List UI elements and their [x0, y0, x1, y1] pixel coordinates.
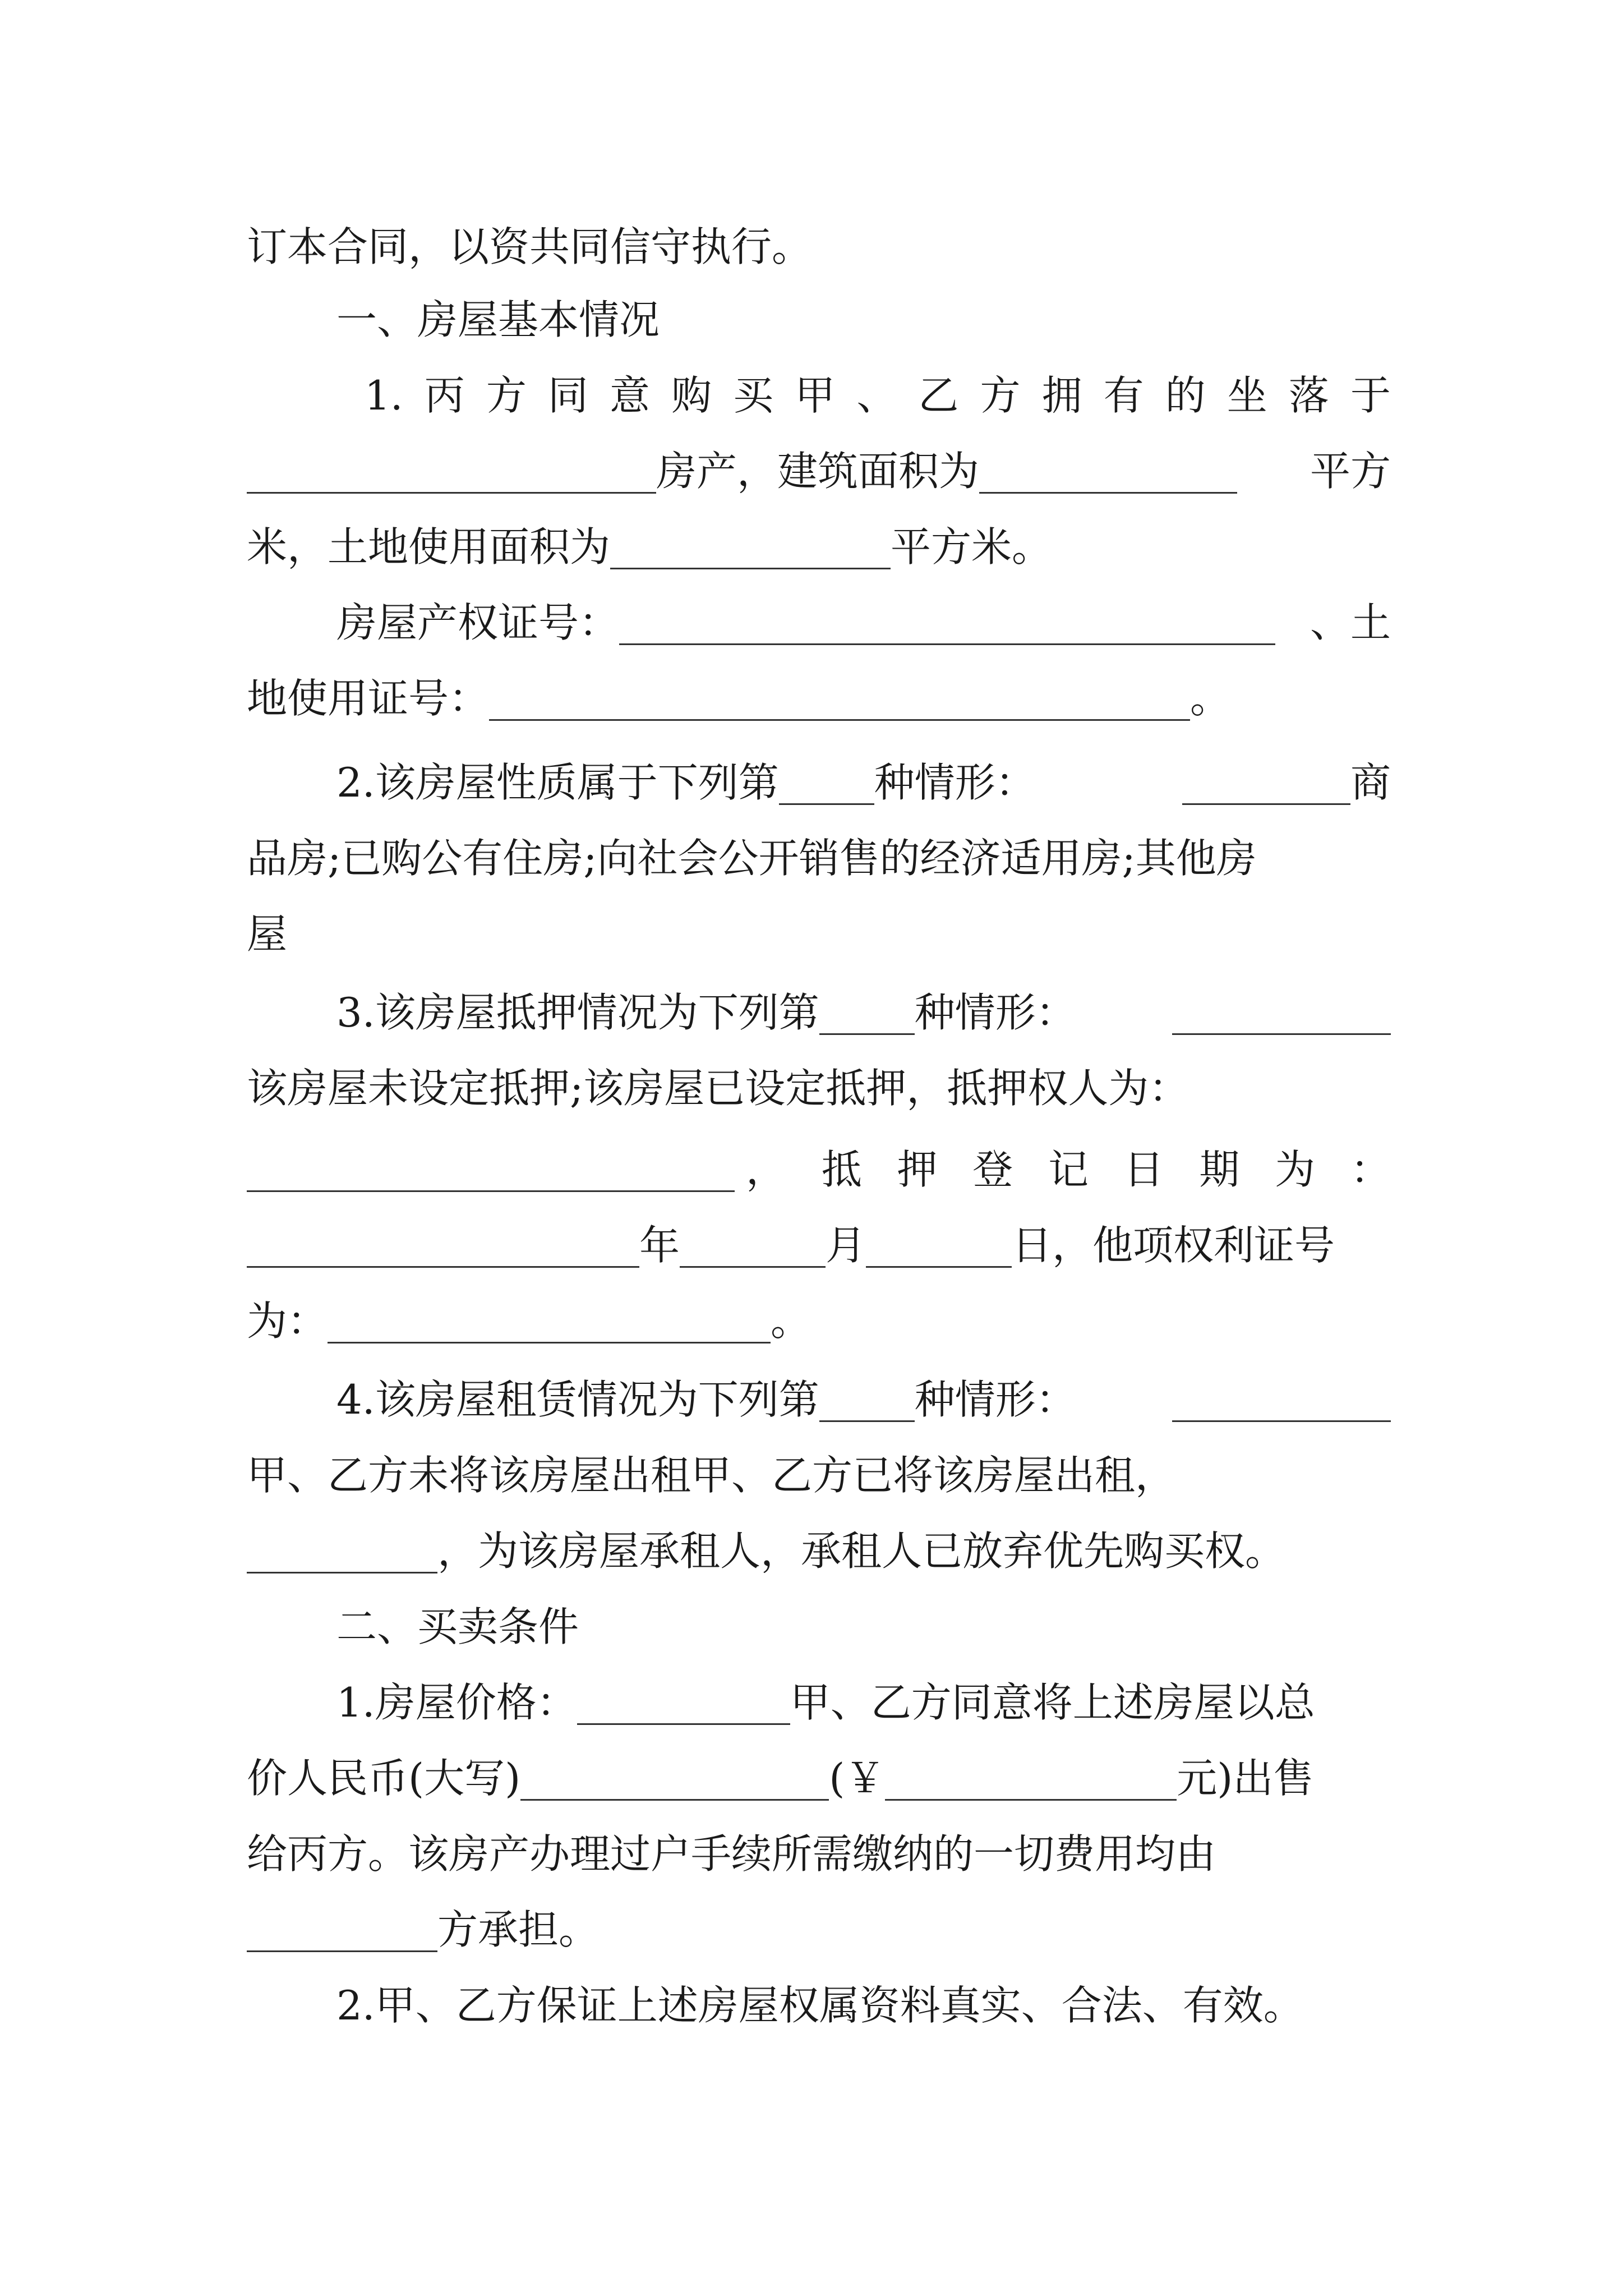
text-segment: 、: [856, 372, 897, 419]
text-segment: 拥: [1041, 372, 1082, 419]
text-line: [336, 743, 1391, 822]
tenant-blank[interactable]: [247, 1529, 437, 1573]
mortgage-month-blank[interactable]: [680, 1223, 826, 1268]
text-line: [247, 1130, 1391, 1209]
property-certificate-blank[interactable]: [619, 601, 1275, 645]
text-segment: 有: [1103, 372, 1144, 419]
mortgage-year-blank[interactable]: [247, 1223, 639, 1268]
text-segment: 年: [639, 1222, 680, 1269]
text-segment: 于: [1350, 372, 1391, 419]
text-segment: 抵: [821, 1146, 862, 1193]
property-type-number-blank[interactable]: [779, 761, 874, 805]
text-line: [336, 583, 1391, 662]
text-segment: 甲: [795, 372, 836, 419]
text-line: [247, 208, 1391, 286]
text-segment: 种情形：: [874, 759, 1036, 806]
text-segment: 为：: [247, 1297, 328, 1345]
text-line: [247, 1890, 1391, 1969]
property-location-blank[interactable]: [247, 449, 656, 494]
text-line: [336, 1966, 1419, 2045]
price-in-words-blank[interactable]: [520, 1756, 829, 1801]
text-segment: 记: [1048, 1146, 1089, 1193]
text-segment: 订本合同，以资共同信守执行。: [247, 223, 813, 270]
text-segment: 给丙方。该房产办理过户手续所需缴纳的一切费用均由: [247, 1830, 1216, 1878]
text-line: [247, 819, 1391, 898]
text-line: [247, 1739, 1391, 1818]
text-segment: (￥: [829, 1755, 886, 1802]
text-segment: 1.房屋价格：: [336, 1679, 577, 1726]
text-segment: 乙: [918, 372, 959, 419]
text-line: [365, 356, 1391, 435]
text-segment: 二、买卖条件: [336, 1603, 579, 1650]
text-segment: 的: [1165, 372, 1206, 419]
text-segment: 坐: [1227, 372, 1267, 419]
text-segment: 种情形：: [914, 989, 1076, 1036]
text-segment: 方: [486, 372, 527, 419]
text-segment: ，: [746, 1146, 787, 1193]
text-segment: 2.该房屋性质属于下列第: [336, 759, 779, 806]
building-area-blank[interactable]: [979, 449, 1237, 494]
text-line: [336, 973, 1391, 1052]
text-segment: 甲、乙方未将该房屋出租甲、乙方已将该房屋出租，: [247, 1452, 1176, 1499]
text-line: [247, 1206, 1391, 1285]
text-line: [247, 508, 1391, 586]
text-segment: 2.甲、乙方保证上述房屋权属资料真实、合法、有效。: [336, 1982, 1304, 2029]
text-segment: 甲、乙方同意将上述房屋以总: [790, 1679, 1315, 1726]
price-in-figures-blank[interactable]: [885, 1756, 1177, 1801]
text-line: [247, 432, 1391, 510]
property-type-blank[interactable]: [1182, 761, 1350, 805]
text-line: [336, 1663, 1391, 1742]
text-line: [247, 895, 1391, 973]
text-segment: 房屋产权证号：: [336, 599, 620, 646]
text-segment: 房产，建筑面积为: [656, 448, 980, 495]
text-segment: 平方: [1310, 448, 1391, 495]
text-segment: 落: [1288, 372, 1329, 419]
text-segment: 月: [826, 1222, 866, 1269]
text-segment: 该房屋未设定抵押;该房屋已设定抵押，抵押权人为：: [247, 1065, 1189, 1112]
text-segment: ，为该房屋承租人，承租人已放弃优先购买权。: [437, 1527, 1286, 1575]
text-segment: 屋: [247, 910, 288, 958]
text-line: [336, 1360, 1391, 1439]
encumbrance-certificate-blank[interactable]: [328, 1299, 771, 1343]
text-segment: 。: [771, 1297, 811, 1345]
text-segment: ：: [1350, 1146, 1391, 1193]
text-line: [247, 659, 1391, 738]
text-segment: 品房;已购公有住房;向社会公开销售的经济适用房;其他房: [247, 835, 1257, 882]
text-line: [247, 1512, 1391, 1590]
fee-party-blank[interactable]: [247, 1908, 437, 1952]
lease-type-number-blank[interactable]: [819, 1378, 915, 1422]
text-segment: 买: [733, 372, 774, 419]
section-heading: [336, 1588, 1391, 1666]
mortgage-type-number-blank[interactable]: [819, 991, 915, 1035]
text-line: [247, 1815, 1391, 1893]
text-line: [247, 1049, 1391, 1128]
text-segment: 日: [1123, 1146, 1164, 1193]
land-area-blank[interactable]: [610, 525, 891, 569]
text-segment: 方: [980, 372, 1021, 419]
text-segment: 商: [1350, 759, 1391, 806]
text-segment: 日，他项权利证号: [1012, 1222, 1335, 1269]
section-heading: [336, 280, 1391, 359]
text-segment: 同: [547, 372, 588, 419]
land-certificate-blank[interactable]: [489, 677, 1190, 721]
text-line: [247, 1436, 1391, 1515]
text-segment: 种情形：: [914, 1376, 1076, 1423]
text-segment: 意: [610, 372, 651, 419]
text-segment: 元)出售: [1177, 1755, 1314, 1802]
text-segment: 。: [1190, 675, 1231, 722]
text-segment: 平方米。: [891, 523, 1053, 570]
text-segment: 地使用证号：: [247, 675, 490, 722]
text-segment: 期: [1199, 1146, 1240, 1193]
text-segment: 购: [671, 372, 712, 419]
mortgage-type-blank[interactable]: [1172, 991, 1391, 1035]
text-segment: 米，土地使用面积为: [247, 523, 611, 570]
text-segment: 为: [1275, 1146, 1316, 1193]
text-segment: 3.该房屋抵押情况为下列第: [336, 989, 819, 1036]
lease-type-blank[interactable]: [1172, 1378, 1391, 1422]
text-segment: 价人民币(大写): [247, 1755, 521, 1802]
house-price-blank[interactable]: [577, 1681, 790, 1725]
spaced-text: [735, 1130, 1391, 1209]
text-segment: 方承担。: [437, 1906, 600, 1953]
text-segment: 、土: [1310, 599, 1391, 646]
text-segment: 1.: [365, 372, 403, 419]
mortgagee-blank[interactable]: [247, 1148, 735, 1192]
text-line: [247, 1282, 1391, 1360]
text-segment: 丙: [424, 372, 465, 419]
text-segment: 一、房屋基本情况: [336, 296, 660, 343]
text-segment: 登: [972, 1146, 1013, 1193]
text-segment: 4.该房屋租赁情况为下列第: [336, 1376, 819, 1423]
text-segment: 押: [897, 1146, 938, 1193]
mortgage-day-blank[interactable]: [866, 1223, 1012, 1268]
